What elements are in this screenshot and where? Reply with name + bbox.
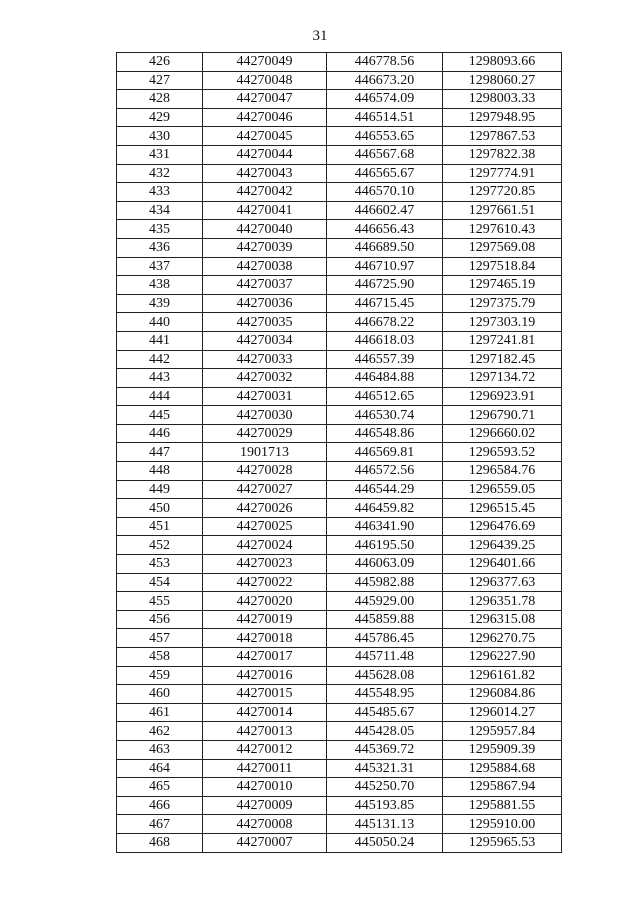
x-coordinate-cell: 445193.85 xyxy=(327,796,443,815)
y-coordinate-cell: 1297661.51 xyxy=(443,201,562,220)
table-row xyxy=(117,53,562,72)
x-coordinate-cell: 446530.74 xyxy=(327,406,443,425)
point-id-cell: 44270020 xyxy=(203,592,327,611)
point-id-cell: 44270042 xyxy=(203,183,327,202)
x-coordinate-cell: 446548.86 xyxy=(327,424,443,443)
y-coordinate-cell: 1297375.79 xyxy=(443,294,562,313)
y-coordinate-cell: 1296315.08 xyxy=(443,610,562,629)
row-number-cell: 448 xyxy=(117,462,203,481)
y-coordinate-cell: 1297610.43 xyxy=(443,220,562,239)
table-row xyxy=(117,815,562,834)
table-row xyxy=(117,740,562,759)
point-id-cell: 44270011 xyxy=(203,759,327,778)
point-id-cell: 44270036 xyxy=(203,294,327,313)
y-coordinate-cell: 1297774.91 xyxy=(443,164,562,183)
y-coordinate-cell: 1298060.27 xyxy=(443,71,562,90)
table-row xyxy=(117,499,562,518)
y-coordinate-cell: 1297465.19 xyxy=(443,276,562,295)
y-coordinate-cell: 1295909.39 xyxy=(443,740,562,759)
y-coordinate-cell: 1295957.84 xyxy=(443,722,562,741)
row-number-cell: 450 xyxy=(117,499,203,518)
x-coordinate-cell: 445321.31 xyxy=(327,759,443,778)
x-coordinate-cell: 446618.03 xyxy=(327,331,443,350)
table-row xyxy=(117,443,562,462)
row-number-cell: 455 xyxy=(117,592,203,611)
table-row xyxy=(117,722,562,741)
row-number-cell: 454 xyxy=(117,573,203,592)
row-number-cell: 433 xyxy=(117,183,203,202)
y-coordinate-cell: 1297569.08 xyxy=(443,238,562,257)
row-number-cell: 468 xyxy=(117,833,203,852)
y-coordinate-cell: 1296270.75 xyxy=(443,629,562,648)
point-id-cell: 44270032 xyxy=(203,369,327,388)
x-coordinate-cell: 446725.90 xyxy=(327,276,443,295)
table-row xyxy=(117,238,562,257)
page-number: 31 xyxy=(312,28,328,44)
row-number-cell: 426 xyxy=(117,53,203,72)
x-coordinate-cell: 446341.90 xyxy=(327,517,443,536)
row-number-cell: 453 xyxy=(117,555,203,574)
row-number-cell: 434 xyxy=(117,201,203,220)
row-number-cell: 461 xyxy=(117,703,203,722)
y-coordinate-cell: 1298093.66 xyxy=(443,53,562,72)
point-id-cell: 44270010 xyxy=(203,778,327,797)
table-row xyxy=(117,666,562,685)
row-number-cell: 447 xyxy=(117,443,203,462)
row-number-cell: 429 xyxy=(117,108,203,127)
x-coordinate-cell: 446484.88 xyxy=(327,369,443,388)
y-coordinate-cell: 1296660.02 xyxy=(443,424,562,443)
point-id-cell: 44270016 xyxy=(203,666,327,685)
row-number-cell: 466 xyxy=(117,796,203,815)
y-coordinate-cell: 1297822.38 xyxy=(443,145,562,164)
point-id-cell: 44270035 xyxy=(203,313,327,332)
y-coordinate-cell: 1295910.00 xyxy=(443,815,562,834)
row-number-cell: 459 xyxy=(117,666,203,685)
point-id-cell: 44270033 xyxy=(203,350,327,369)
row-number-cell: 467 xyxy=(117,815,203,834)
y-coordinate-cell: 1296161.82 xyxy=(443,666,562,685)
point-id-cell: 44270022 xyxy=(203,573,327,592)
point-id-cell: 44270023 xyxy=(203,555,327,574)
x-coordinate-cell: 446778.56 xyxy=(327,53,443,72)
row-number-cell: 436 xyxy=(117,238,203,257)
row-number-cell: 432 xyxy=(117,164,203,183)
row-number-cell: 452 xyxy=(117,536,203,555)
x-coordinate-cell: 446567.68 xyxy=(327,145,443,164)
row-number-cell: 442 xyxy=(117,350,203,369)
y-coordinate-cell: 1296584.76 xyxy=(443,462,562,481)
x-coordinate-cell: 446710.97 xyxy=(327,257,443,276)
point-id-cell: 44270027 xyxy=(203,480,327,499)
row-number-cell: 438 xyxy=(117,276,203,295)
row-number-cell: 462 xyxy=(117,722,203,741)
table-row xyxy=(117,257,562,276)
row-number-cell: 435 xyxy=(117,220,203,239)
point-id-cell: 44270013 xyxy=(203,722,327,741)
point-id-cell: 44270044 xyxy=(203,145,327,164)
x-coordinate-cell: 446512.65 xyxy=(327,387,443,406)
point-id-cell: 44270015 xyxy=(203,685,327,704)
point-id-cell: 44270031 xyxy=(203,387,327,406)
table-row xyxy=(117,462,562,481)
row-number-cell: 427 xyxy=(117,71,203,90)
point-id-cell: 44270039 xyxy=(203,238,327,257)
row-number-cell: 445 xyxy=(117,406,203,425)
x-coordinate-cell: 445548.95 xyxy=(327,685,443,704)
x-coordinate-cell: 445485.67 xyxy=(327,703,443,722)
table-row xyxy=(117,387,562,406)
point-id-cell: 44270045 xyxy=(203,127,327,146)
x-coordinate-cell: 445929.00 xyxy=(327,592,443,611)
point-id-cell: 44270019 xyxy=(203,610,327,629)
y-coordinate-cell: 1297518.84 xyxy=(443,257,562,276)
point-id-cell: 44270025 xyxy=(203,517,327,536)
table-row xyxy=(117,778,562,797)
point-id-cell: 44270041 xyxy=(203,201,327,220)
table-row xyxy=(117,573,562,592)
table-row xyxy=(117,555,562,574)
point-id-cell: 44270018 xyxy=(203,629,327,648)
y-coordinate-cell: 1296401.66 xyxy=(443,555,562,574)
y-coordinate-cell: 1295965.53 xyxy=(443,833,562,852)
y-coordinate-cell: 1295884.68 xyxy=(443,759,562,778)
row-number-cell: 456 xyxy=(117,610,203,629)
x-coordinate-cell: 446063.09 xyxy=(327,555,443,574)
x-coordinate-cell: 445131.13 xyxy=(327,815,443,834)
table-row xyxy=(117,648,562,667)
row-number-cell: 446 xyxy=(117,424,203,443)
row-number-cell: 440 xyxy=(117,313,203,332)
row-number-cell: 460 xyxy=(117,685,203,704)
row-number-cell: 431 xyxy=(117,145,203,164)
table-row xyxy=(117,331,562,350)
table-row xyxy=(117,90,562,109)
point-id-cell: 44270048 xyxy=(203,71,327,90)
row-number-cell: 428 xyxy=(117,90,203,109)
x-coordinate-cell: 445250.70 xyxy=(327,778,443,797)
table-row xyxy=(117,201,562,220)
row-number-cell: 451 xyxy=(117,517,203,536)
y-coordinate-cell: 1296790.71 xyxy=(443,406,562,425)
y-coordinate-cell: 1296377.63 xyxy=(443,573,562,592)
point-id-cell: 44270038 xyxy=(203,257,327,276)
x-coordinate-cell: 445628.08 xyxy=(327,666,443,685)
y-coordinate-cell: 1296084.86 xyxy=(443,685,562,704)
table-row xyxy=(117,796,562,815)
y-coordinate-cell: 1296351.78 xyxy=(443,592,562,611)
y-coordinate-cell: 1296559.05 xyxy=(443,480,562,499)
y-coordinate-cell: 1297134.72 xyxy=(443,369,562,388)
point-id-cell: 44270049 xyxy=(203,53,327,72)
row-number-cell: 449 xyxy=(117,480,203,499)
table-row xyxy=(117,350,562,369)
row-number-cell: 458 xyxy=(117,648,203,667)
row-number-cell: 437 xyxy=(117,257,203,276)
point-id-cell: 44270007 xyxy=(203,833,327,852)
point-id-cell: 44270047 xyxy=(203,90,327,109)
table-row xyxy=(117,145,562,164)
x-coordinate-cell: 445369.72 xyxy=(327,740,443,759)
row-number-cell: 443 xyxy=(117,369,203,388)
row-number-cell: 439 xyxy=(117,294,203,313)
table-row xyxy=(117,424,562,443)
table-row xyxy=(117,108,562,127)
row-number-cell: 464 xyxy=(117,759,203,778)
table-row xyxy=(117,592,562,611)
x-coordinate-cell: 445050.24 xyxy=(327,833,443,852)
x-coordinate-cell: 446715.45 xyxy=(327,294,443,313)
y-coordinate-cell: 1295881.55 xyxy=(443,796,562,815)
y-coordinate-cell: 1297720.85 xyxy=(443,183,562,202)
point-id-cell: 44270028 xyxy=(203,462,327,481)
x-coordinate-cell: 446195.50 xyxy=(327,536,443,555)
x-coordinate-cell: 446673.20 xyxy=(327,71,443,90)
y-coordinate-cell: 1296476.69 xyxy=(443,517,562,536)
table-row xyxy=(117,276,562,295)
table-row xyxy=(117,610,562,629)
point-id-cell: 44270008 xyxy=(203,815,327,834)
table-row xyxy=(117,629,562,648)
point-id-cell: 44270009 xyxy=(203,796,327,815)
x-coordinate-cell: 446570.10 xyxy=(327,183,443,202)
x-coordinate-cell: 445711.48 xyxy=(327,648,443,667)
x-coordinate-cell: 446514.51 xyxy=(327,108,443,127)
x-coordinate-cell: 446569.81 xyxy=(327,443,443,462)
x-coordinate-cell: 446656.43 xyxy=(327,220,443,239)
x-coordinate-cell: 445859.88 xyxy=(327,610,443,629)
row-number-cell: 441 xyxy=(117,331,203,350)
table-row xyxy=(117,164,562,183)
point-id-cell: 44270046 xyxy=(203,108,327,127)
x-coordinate-cell: 446602.47 xyxy=(327,201,443,220)
point-id-cell: 44270034 xyxy=(203,331,327,350)
y-coordinate-cell: 1296439.25 xyxy=(443,536,562,555)
table-row xyxy=(117,685,562,704)
y-coordinate-cell: 1295867.94 xyxy=(443,778,562,797)
x-coordinate-cell: 445982.88 xyxy=(327,573,443,592)
point-id-cell: 44270024 xyxy=(203,536,327,555)
table-row xyxy=(117,71,562,90)
y-coordinate-cell: 1297867.53 xyxy=(443,127,562,146)
y-coordinate-cell: 1298003.33 xyxy=(443,90,562,109)
x-coordinate-cell: 446678.22 xyxy=(327,313,443,332)
row-number-cell: 444 xyxy=(117,387,203,406)
table-row xyxy=(117,313,562,332)
row-number-cell: 465 xyxy=(117,778,203,797)
row-number-cell: 430 xyxy=(117,127,203,146)
y-coordinate-cell: 1296515.45 xyxy=(443,499,562,518)
point-id-cell: 44270037 xyxy=(203,276,327,295)
point-id-cell: 44270014 xyxy=(203,703,327,722)
table-row xyxy=(117,536,562,555)
point-id-cell: 44270043 xyxy=(203,164,327,183)
y-coordinate-cell: 1297182.45 xyxy=(443,350,562,369)
point-id-cell: 44270026 xyxy=(203,499,327,518)
table-body xyxy=(117,53,562,853)
y-coordinate-cell: 1297948.95 xyxy=(443,108,562,127)
table-row xyxy=(117,127,562,146)
y-coordinate-cell: 1296227.90 xyxy=(443,648,562,667)
point-id-cell: 1901713 xyxy=(203,443,327,462)
y-coordinate-cell: 1296923.91 xyxy=(443,387,562,406)
table-row xyxy=(117,480,562,499)
table-row xyxy=(117,517,562,536)
table-row xyxy=(117,759,562,778)
table-row xyxy=(117,183,562,202)
x-coordinate-cell: 446565.67 xyxy=(327,164,443,183)
x-coordinate-cell: 446572.56 xyxy=(327,462,443,481)
x-coordinate-cell: 446574.09 xyxy=(327,90,443,109)
table-row xyxy=(117,833,562,852)
y-coordinate-cell: 1297303.19 xyxy=(443,313,562,332)
table-row xyxy=(117,369,562,388)
point-id-cell: 44270029 xyxy=(203,424,327,443)
x-coordinate-cell: 445786.45 xyxy=(327,629,443,648)
y-coordinate-cell: 1296014.27 xyxy=(443,703,562,722)
table-row xyxy=(117,703,562,722)
x-coordinate-cell: 446557.39 xyxy=(327,350,443,369)
coordinates-table xyxy=(116,52,562,853)
y-coordinate-cell: 1297241.81 xyxy=(443,331,562,350)
x-coordinate-cell: 446689.50 xyxy=(327,238,443,257)
point-id-cell: 44270030 xyxy=(203,406,327,425)
table-row xyxy=(117,406,562,425)
table-row xyxy=(117,294,562,313)
x-coordinate-cell: 446553.65 xyxy=(327,127,443,146)
point-id-cell: 44270040 xyxy=(203,220,327,239)
y-coordinate-cell: 1296593.52 xyxy=(443,443,562,462)
point-id-cell: 44270017 xyxy=(203,648,327,667)
table-row xyxy=(117,220,562,239)
point-id-cell: 44270012 xyxy=(203,740,327,759)
x-coordinate-cell: 446544.29 xyxy=(327,480,443,499)
row-number-cell: 457 xyxy=(117,629,203,648)
x-coordinate-cell: 446459.82 xyxy=(327,499,443,518)
x-coordinate-cell: 445428.05 xyxy=(327,722,443,741)
row-number-cell: 463 xyxy=(117,740,203,759)
